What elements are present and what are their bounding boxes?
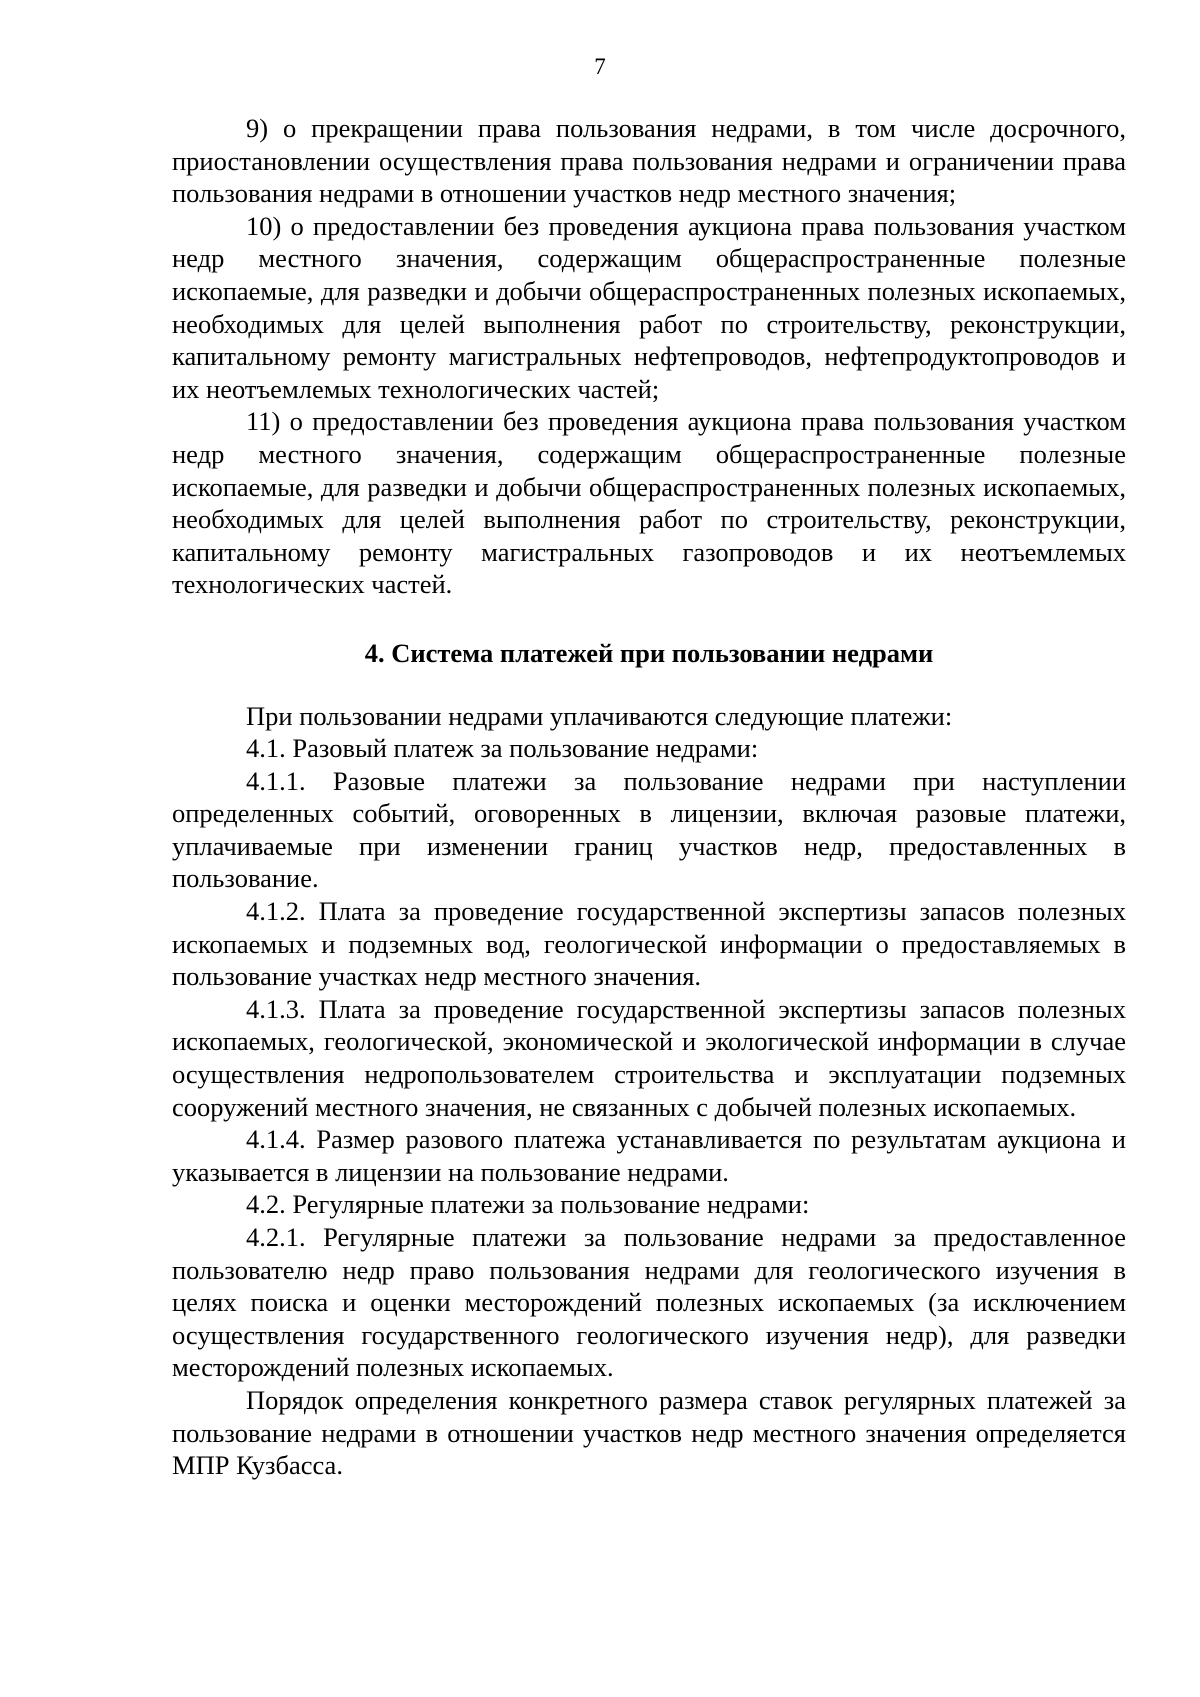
paragraph-4-1-2: 4.1.2. Плата за проведение государственной экспертизы запасов полезных ископаемых и подземных вод, геологической информации о предоставляемых в пользование участках недр местного значения. (172, 896, 1126, 992)
paragraph-intro: При пользовании недрами уплачиваются следующие платежи: (246, 700, 953, 731)
paragraph-4-1: 4.1. Разовый платеж за пользование недрами: (246, 733, 759, 764)
paragraph-item-11: 11) о предоставлении без проведения аукциона права пользования участком недр местного значения, содержащим общераспространенные полезные ископаемые, для разведки и добычи общераспространенных полезных ископаемых, необходимых для целей выполнения работ по строительству, реконструкции, капитальному ремонту магистральных газопроводов и их неотъемлемых технологических частей. (172, 406, 1126, 600)
paragraph-item-10: 10) о предоставлении без проведения аукциона права пользования участком недр местного значения, содержащим общераспространенные полезные ископаемые, для разведки и добычи общераспространенных полезных ископаемых, необходимых для целей выполнения работ по строительству, реконструкции, капитальному ремонту магистральных нефтепроводов, нефтепродуктопроводов и их неотъемлемых технологических частей; (172, 210, 1126, 404)
paragraph-4-1-1: 4.1.1. Разовые платежи за пользование недрами при наступлении определенных событий, оговоренных в лицензии, включая разовые платежи, уплачиваемые при изменении границ участков недр, предоставленных в пользование. (172, 765, 1126, 894)
section-heading: 4. Система платежей при пользовании недрами (364, 637, 934, 668)
document-body (172, 112, 1126, 1482)
paragraph-4-1-3: 4.1.3. Плата за проведение государственной экспертизы запасов полезных ископаемых, геологической, экономической и экологической информации в случае осуществления недропользователем строительства и эксплуатации подземных сооружений местного значения, не связанных с добычей полезных ископаемых. (172, 993, 1126, 1122)
page-number: 7 (594, 54, 606, 79)
paragraph-procedure: Порядок определения конкретного размера ставок регулярных платежей за пользование недрами в отношении участков недр местного значения определяется МПР Кузбасса. (172, 1384, 1126, 1481)
paragraph-4-2-1: 4.2.1. Регулярные платежи за пользование недрами за предоставленное пользователю недр право пользования недрами для геологического изучения в целях поиска и оценки месторождений полезных ископаемых (за исключением осуществления государственного геологического изучения недр), для разведки месторождений полезных ископаемых. (172, 1222, 1126, 1383)
paragraph-4-1-4: 4.1.4. Размер разового платежа устанавливается по результатам аукциона и указывается в лицензии на пользование недрами. (172, 1124, 1126, 1187)
paragraph-4-2: 4.2. Регулярные платежи за пользование недрами: (246, 1189, 810, 1220)
paragraph-item-9: 9) о прекращении права пользования недрами, в том числе досрочного, приостановлении осуществления права пользования недрами и ограничении права пользования недрами в отношении участков недр местного значения; (172, 113, 1126, 209)
